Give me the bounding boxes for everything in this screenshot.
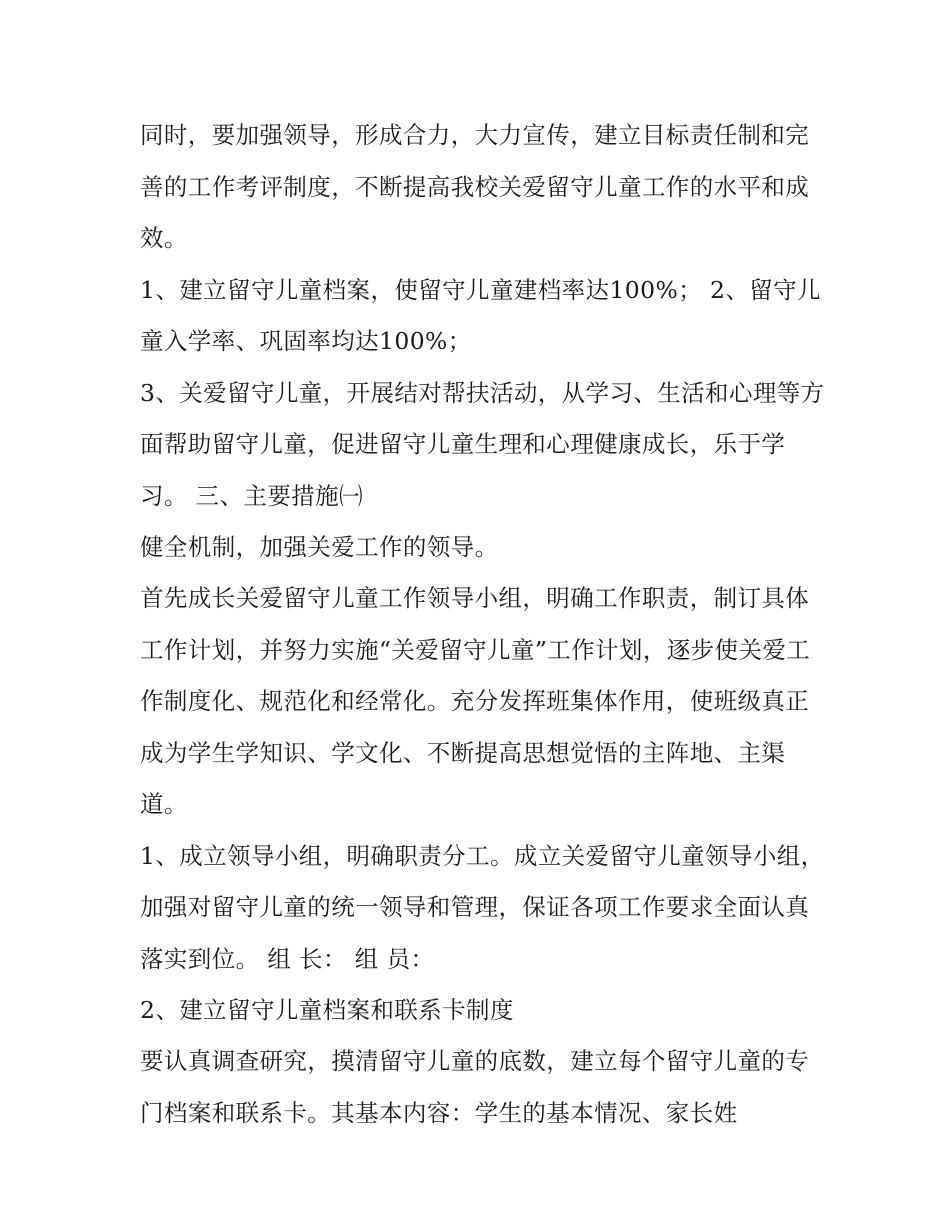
paragraph-item-2-body: 要认真调查研究，摸清留守儿童的底数，建立每个留守儿童的专门档案和联系卡。其基本内容：学生的基本情况、家长姓 [140,1047,810,1127]
document-body [140,110,830,1139]
paragraph-goal-3: 3、关爱留守儿童，开展结对帮扶活动，从学习、生活和心理等方面帮助留守儿童，促进留守儿童生理和心理健康成长，乐于学习。 三、主要措施㈠ [140,378,825,510]
paragraph-goals-1-2: 1、建立留守儿童档案，使留守儿童建档率达100%； 2、留守儿童入学率、巩固率均达100%； [140,275,821,355]
paragraph-measure-heading: 健全机制，加强关爱工作的领导。 [140,533,499,561]
paragraph-item-1: 1、成立领导小组，明确职责分工。成立关爱留守儿童领导小组，加强对留守儿童的统一领导和管理，保证各项工作要求全面认真落实到位。 组 长： 组 员： [140,841,825,973]
paragraph-leadership-group: 首先成长关爱留守儿童工作领导小组，明确工作职责，制订具体工作计划，并努力实施“关爱留守儿童”工作计划，逐步使关爱工作制度化、规范化和经常化。充分发挥班集体作用，使班级真正成为学生学知识、学文化、不断提高思想觉悟的主阵地、主渠道。 [140,584,811,818]
paragraph-item-2-heading: 2、建立留守儿童档案和联系卡制度 [140,996,514,1024]
paragraph-intro: 同时，要加强领导，形成合力，大力宣传，建立目标责任制和完善的工作考评制度，不断提高我校关爱留守儿童工作的水平和成效。 [140,121,810,252]
